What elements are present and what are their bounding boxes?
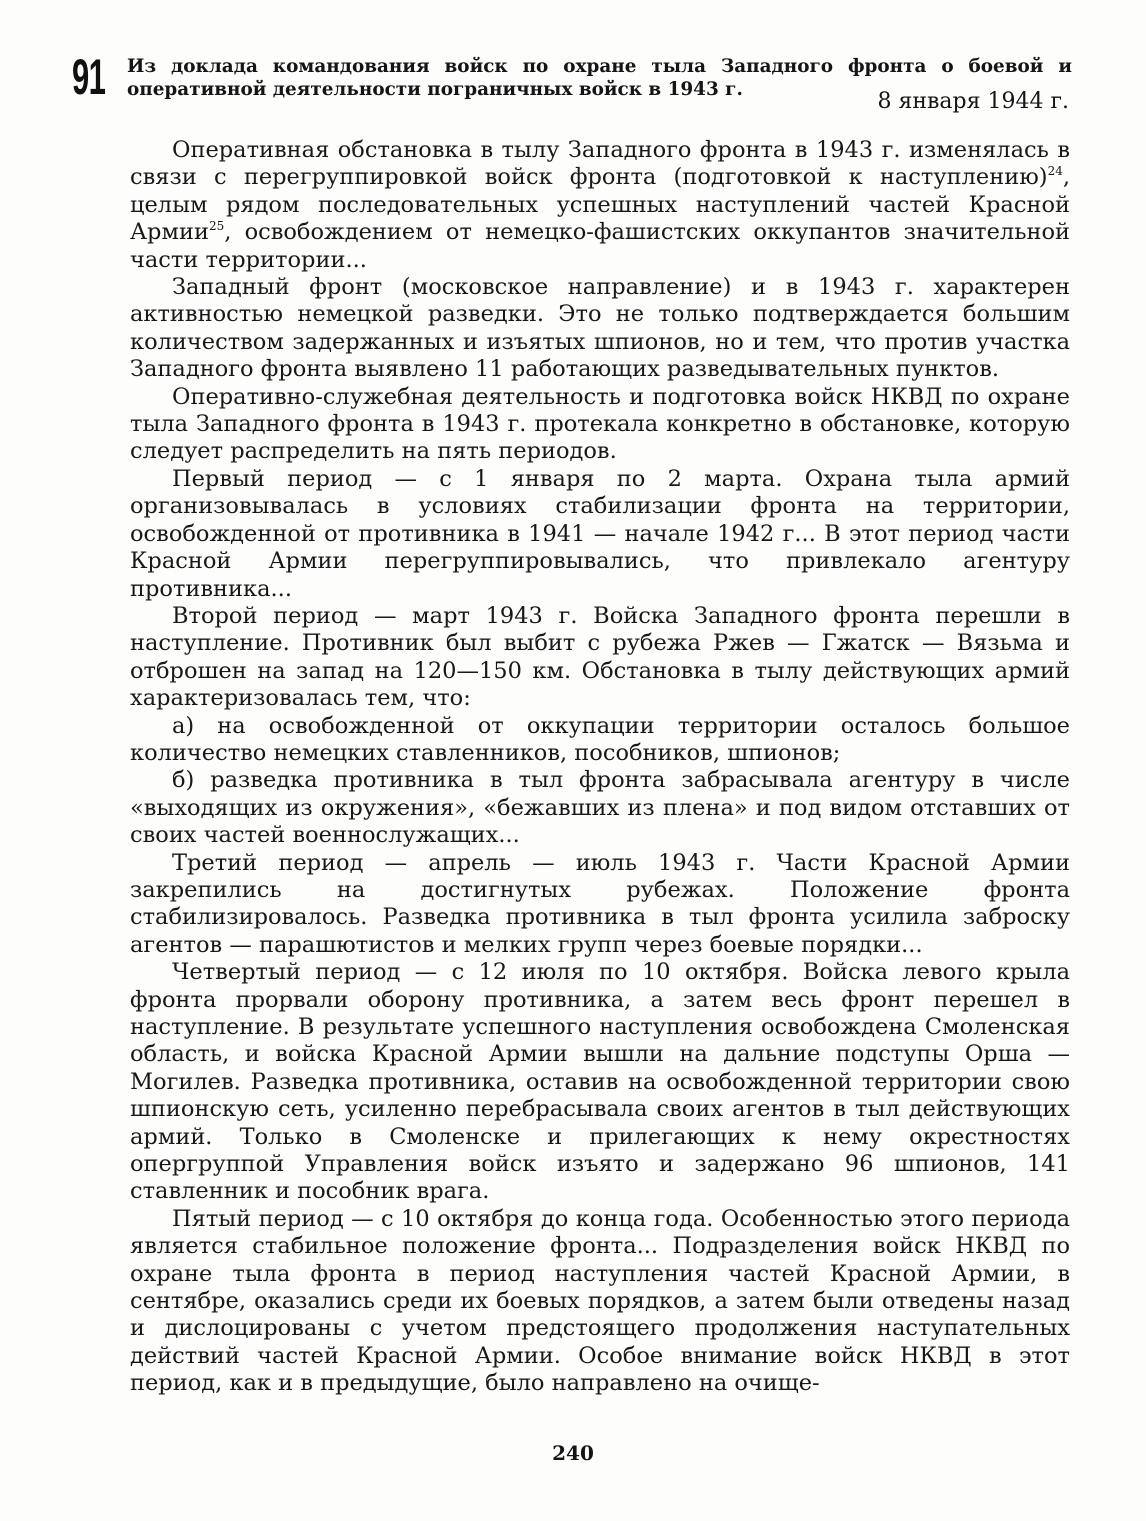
paragraph-1-part-c: , освобождением от немецко-фашистских оккупантов значительной части территории... bbox=[130, 219, 1070, 273]
paragraph-10: Пятый период — с 10 октября до конца года. Особенностью этого периода является стабильное положение фронта... Подразделения войск НКВД по охране тыла фронта в период наступления частей Красной Армии, в сентябре, оказались среди их боевых порядков, а затем были отведены назад и дислоцированы с учетом предстоящего продолжения наступательных действий частей Красной Армии. Особое внимание войск НКВД в этот период, как и в предыдущие, было направлено на очище- bbox=[130, 1205, 1070, 1397]
paragraph-5: Второй период — март 1943 г. Войска Западного фронта перешли в наступление. Противник был выбит с рубежа Ржев — Гжатск — Вязьма и отброшен на запад на 120—150 км. Обстановка в тылу действующих армий характеризовалась тем, что: bbox=[130, 602, 1070, 712]
paragraph-9: Четвертый период — с 12 июля по 10 октября. Войска левого крыла фронта прорвали оборону противника, а затем весь фронт перешел в наступление. В результате успешного наступления освобождена Смоленская область, и войска Красной Армии вышли на дальние подступы Орша — Могилев. Разведка противника, оставив на освобожденной территории свою шпионскую сеть, усиленно перебрасывала своих агентов в тыл действующих армий. Только в Смоленске и прилегающих к нему окрестностях опергруппой Управления войск изъято и задержано 96 шпионов, 141 ставленник и пособник врага. bbox=[130, 959, 1070, 1205]
paragraph-2: Западный фронт (московское направление) и в 1943 г. характерен активностью немецкой разведки. Это не только подтверждается большим количеством задержанных и изъятых шпионов, но и тем, что против участка Западного фронта выявлено 11 работающих разведывательных пунктов. bbox=[130, 274, 1070, 383]
paragraph-1-part-a: Оперативная обстановка в тылу Западного фронта в 1943 г. изменялась в связи с перегруппировкой войск фронта (подготовкой к наступлению) bbox=[130, 137, 1070, 191]
document-body bbox=[130, 137, 1070, 1398]
paragraph-1 bbox=[130, 137, 1070, 274]
paragraph-7: б) разведка противника в тыл фронта забрасывала агентуру в числе «выходящих из окружения», «бежавших из плена» и под видом отставших от своих частей военнослужащих... bbox=[130, 767, 1070, 849]
document-title: Из доклада командования войск по охране тыла Западного фронта о боевой и оперативной деятельности пограничных войск в 1943 г. bbox=[127, 56, 1072, 100]
paragraph-1-part-b: , целым рядом последовательных успешных наступлений частей Красной Армии bbox=[130, 164, 1070, 246]
paragraph-8: Третий период — апрель — июль 1943 г. Части Красной Армии закрепились на достигнутых рубежах. Положение фронта стабилизировалось. Разведка противника в тыл фронта усилила заброску агентов — парашютистов и мелких групп через боевые порядки... bbox=[130, 849, 1070, 958]
paragraph-6: а) на освобожденной от оккупации территории осталось большое количество немецких ставленников, пособников, шпионов; bbox=[130, 712, 1070, 766]
document-number: 91 bbox=[72, 49, 106, 105]
document-date: 8 января 1944 г. bbox=[877, 89, 1069, 114]
footnote-ref-25: 25 bbox=[208, 219, 225, 234]
paragraph-3: Оперативно-служебная деятельность и подготовка войск НКВД по охране тыла Западного фронта в 1943 г. протекала конкретно в обстановке, которую следует распределить на пять периодов. bbox=[130, 383, 1070, 465]
paragraph-4: Первый период — с 1 января по 2 марта. Охрана тыла армий организовывалась в условиях стабилизации фронта на территории, освобожденной от противника в 1941 — начале 1942 г... В этот период части Красной Армии перегруппировывались, что привлекало агентуру противника... bbox=[130, 465, 1070, 602]
footnote-ref-24: 24 bbox=[1047, 164, 1063, 179]
page-number: 240 bbox=[552, 1441, 594, 1465]
